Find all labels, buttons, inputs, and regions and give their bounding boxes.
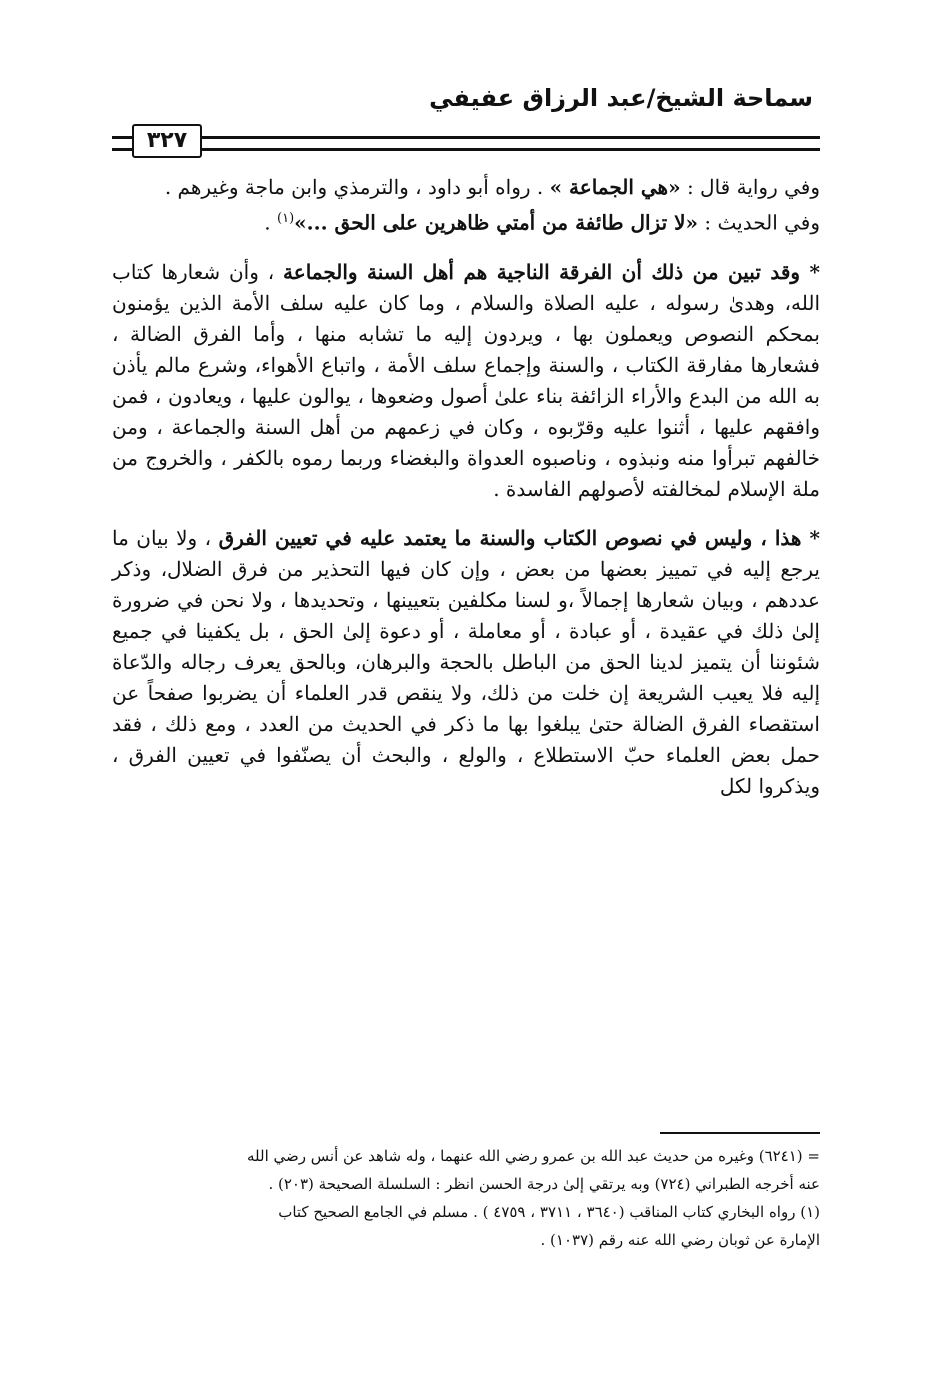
header-rule-left bbox=[112, 136, 132, 151]
p2-text: ، وأن شعارها كتاب الله، وهدىٰ رسوله ، عليه الصلاة والسلام ، وما كان عليه سلف الأمة الذين يؤمنون بمحكم النصوص ويعملون بها ، ويردون إليه ما تشابه منها ، وأما الفرق الضالة ، فشعارها مفارقة الكتاب ، والسنة وإجماع سلف الأمة ، واتباع الأهواء، وشرع مالم يأذن به الله من البدع والأراء الزائفة بناء علىٰ أصول وضعوها ، يوالون عليها ، ويعادون ، فمن وافقهم عليها ، أثنوا عليه وقرّبوه ، وكان في زعمهم من أهل السنة والجماعة ، ومن خالفهم تبرأوا منه ونبذوه ، وناصبوه العدواة والبغضاء وربما رموه بالكفر ، والخروج من ملة الإسلام لمخالفته لأصولهم الفاسدة . bbox=[112, 259, 820, 501]
footnote-separator bbox=[660, 1132, 820, 1134]
p1-line1-quote: «هي الجماعة » bbox=[549, 175, 681, 199]
header-rule-lines bbox=[200, 136, 820, 151]
footnote-ref-1: (١) bbox=[277, 211, 295, 226]
footnote-continued-line1: = (٦٢٤١) وغيره من حديث عبد الله بن عمرو رضي الله عنهما ، وله شاهد عن أنس رضي الله bbox=[247, 1147, 820, 1165]
footnotes bbox=[112, 1142, 820, 1254]
p1-line2-intro: وفي الحديث : bbox=[698, 210, 820, 235]
paragraph-saved-sect bbox=[112, 257, 820, 505]
p3-text: ، ولا بيان ما يرجع إليه في تمييز بعضها من بعض ، وإن كان فيها التحذير من فرق الضلال، وذكر عددهم ، وبيان شعارها إجمالاً ،و لسنا مكلفين بتعيينها ، وتحديدها ، ولا نحن في ضرورة إلىٰ ذلك في عقيدة ، أو عبادة ، أو معاملة ، أو دعوة إلىٰ الحق ، بل يكفينا في جميع شئوننا أن يتميز لدينا الحق من الباطل بالحجة والبرهان، وبالحق يعرف رجاله والدّعاة إليه فلا يعيب الشريعة إن خلت من ذلك، ولا ينقص قدر العلماء أن يضربوا صفحاً عن استقصاء الفرق الضالة حتىٰ يبلغوا بها ما ذكر في الحديث من العدد ، ومع ذلك ، فقد حمل بعض العلماء حبّ الاستطلاع ، والولع ، والبحث أن يصنّفوا في تعيين الفرق ، ويذكروا لكل bbox=[112, 525, 820, 798]
footnote-continued-line2: عنه أخرجه الطبراني (٧٢٤) وبه يرتقي إلىٰ درجة الحسن انظر : السلسلة الصحيحة (٢٠٣) . bbox=[268, 1175, 820, 1193]
p1-line2-quote: «لا تزال طائفة من أمتي ظاهرين على الحق ...» bbox=[294, 210, 699, 235]
main-text bbox=[112, 172, 820, 820]
page-number: ٣٢٧ bbox=[132, 124, 202, 158]
p1-line1-rest: . رواه أبو داود ، والترمذي وابن ماجة وغيرهم . bbox=[164, 175, 550, 199]
paragraph-identifying-sects bbox=[112, 523, 820, 802]
running-header-title: سماحة الشيخ/عبد الرزاق عفيفي bbox=[429, 84, 813, 112]
p1-line2-end: . bbox=[264, 210, 278, 235]
paragraph-hadith-lines bbox=[112, 172, 820, 239]
footnote-1-line1: (١) رواه البخاري كتاب المناقب (٣٦٤٠ ، ٣٧١١ ، ٤٧٥٩ ) . مسلم في الجامع الصحيح كتاب bbox=[278, 1203, 820, 1221]
p1-line1-intro: وفي رواية قال : bbox=[680, 175, 820, 199]
p2-bold-lead: * وقد تبين من ذلك أن الفرقة الناجية هم أهل السنة والجماعة bbox=[283, 259, 820, 284]
p3-bold-lead: * هذا ، وليس في نصوص الكتاب والسنة ما يعتمد عليه في تعيين الفرق bbox=[218, 525, 820, 550]
header-rule bbox=[112, 124, 820, 154]
footnote-1-line2: الإمارة عن ثوبان رضي الله عنه رقم (١٠٣٧) . bbox=[540, 1231, 820, 1249]
